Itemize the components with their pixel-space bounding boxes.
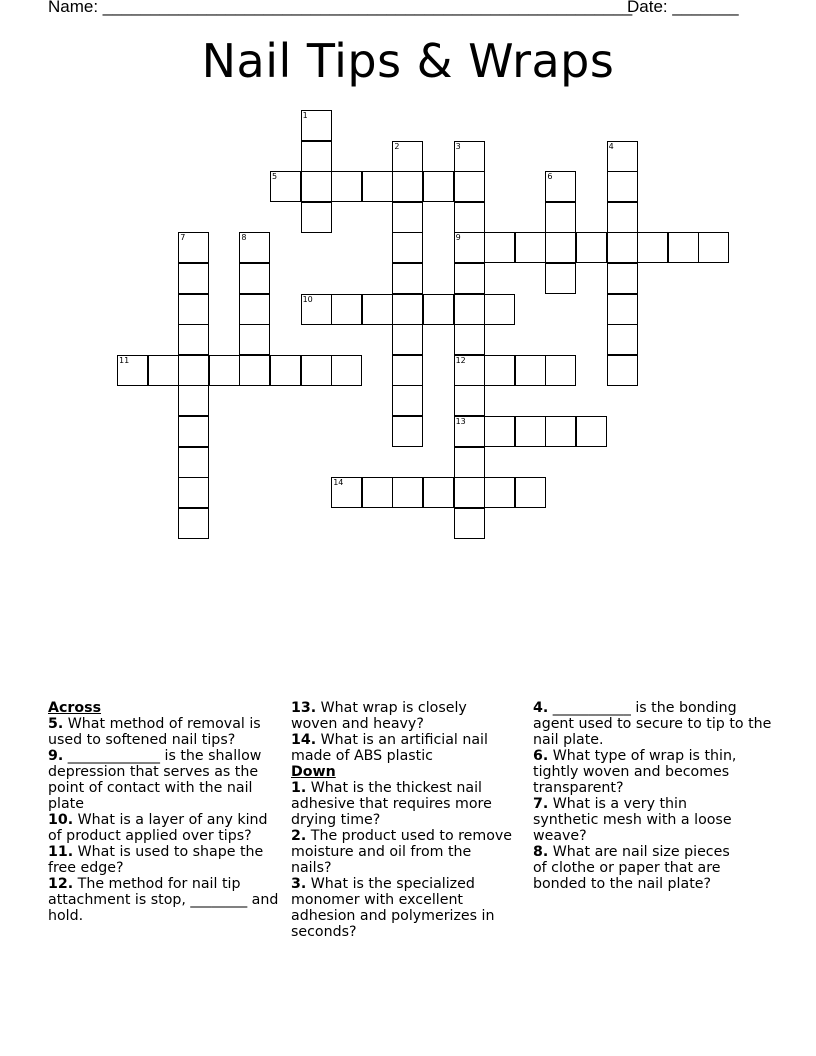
cell-number: 5 (272, 172, 278, 182)
crossword-cell[interactable] (392, 141, 423, 172)
crossword-cell[interactable] (607, 324, 638, 355)
crossword-cell[interactable] (178, 447, 209, 478)
crossword-cell[interactable] (454, 232, 485, 263)
cell-number: 11 (119, 355, 130, 365)
across-heading: Across (48, 700, 102, 716)
clue-down-6: 6. What type of wrap is thin, tightly woven and becomes transparent? (533, 748, 737, 796)
cell-number: 7 (180, 233, 186, 243)
crossword-cell[interactable] (392, 416, 423, 447)
crossword-cell[interactable] (484, 355, 515, 386)
cell-number: 3 (455, 141, 461, 151)
crossword-cell[interactable] (454, 171, 485, 202)
crossword-cell[interactable] (515, 355, 546, 386)
crossword-cell[interactable] (239, 232, 270, 263)
crossword-cell[interactable] (484, 477, 515, 508)
crossword-cell[interactable] (270, 355, 301, 386)
crossword-cell[interactable] (178, 416, 209, 447)
crossword-cell[interactable] (454, 416, 485, 447)
crossword-cell[interactable] (392, 477, 423, 508)
crossword-cell[interactable] (454, 263, 485, 294)
crossword-cell[interactable] (515, 232, 546, 263)
clue-down-8: 8. What are nail size pieces of clothe or paper that are bonded to the nail plate? (533, 844, 730, 892)
crossword-cell[interactable] (607, 141, 638, 172)
clue-across-13: 13. What wrap is closely woven and heavy? (291, 700, 467, 732)
crossword-cell[interactable] (392, 324, 423, 355)
crossword-cell[interactable] (117, 355, 148, 386)
crossword-cell[interactable] (484, 294, 515, 325)
crossword-cell[interactable] (239, 294, 270, 325)
down-heading: Down (291, 764, 336, 780)
clue-down-4: 4. ___________ is the bonding agent used to secure to tip to the nail plate. (533, 700, 772, 748)
crossword-cell[interactable] (392, 263, 423, 294)
crossword-cell[interactable] (301, 110, 332, 141)
clue-across-11: 11. What is used to shape the free edge? (48, 844, 264, 876)
crossword-cell[interactable] (362, 477, 393, 508)
crossword-cell[interactable] (178, 324, 209, 355)
crossword-cell[interactable] (392, 294, 423, 325)
crossword-cell[interactable] (178, 294, 209, 325)
crossword-cell[interactable] (607, 171, 638, 202)
cell-number: 9 (455, 233, 461, 243)
crossword-cell[interactable] (454, 385, 485, 416)
crossword-cell[interactable] (301, 141, 332, 172)
cell-number: 10 (302, 294, 313, 304)
crossword-cell[interactable] (301, 355, 332, 386)
clue-down-3: 3. What is the specialized monomer with excellent adhesion and polymerizes in seconds? (291, 876, 495, 940)
crossword-cell[interactable] (607, 232, 638, 263)
date-field-label[interactable]: Date: _______ (627, 0, 739, 16)
clues-column-2 (291, 700, 513, 940)
crossword-cell[interactable] (270, 171, 301, 202)
crossword-cell[interactable] (392, 355, 423, 386)
clues-column-3 (533, 700, 773, 892)
crossword-cell[interactable] (178, 263, 209, 294)
crossword-cell[interactable] (545, 171, 576, 202)
crossword-cell[interactable] (423, 171, 454, 202)
crossword-cell[interactable] (576, 232, 607, 263)
crossword-cell[interactable] (607, 294, 638, 325)
crossword-cell[interactable] (392, 171, 423, 202)
crossword-cell[interactable] (392, 232, 423, 263)
crossword-cell[interactable] (239, 324, 270, 355)
crossword-cell[interactable] (178, 477, 209, 508)
crossword-cell[interactable] (392, 202, 423, 233)
crossword-cell[interactable] (423, 477, 454, 508)
crossword-cell[interactable] (209, 355, 240, 386)
clues-column-1 (48, 700, 284, 924)
crossword-cell[interactable] (331, 294, 362, 325)
crossword-cell[interactable] (178, 232, 209, 263)
crossword-cell[interactable] (454, 477, 485, 508)
cell-number: 14 (333, 478, 344, 488)
crossword-cell[interactable] (392, 385, 423, 416)
crossword-cell[interactable] (362, 294, 393, 325)
crossword-cell[interactable] (607, 355, 638, 386)
crossword-cell[interactable] (331, 477, 362, 508)
name-field-label[interactable]: Name: ________________________________________________________ (48, 0, 633, 16)
crossword-cell[interactable] (545, 202, 576, 233)
crossword-cell[interactable] (454, 447, 485, 478)
crossword-cell[interactable] (515, 477, 546, 508)
crossword-cell[interactable] (301, 171, 332, 202)
clue-across-14: 14. What is an artificial nail made of ABS plastic (291, 732, 488, 764)
crossword-cell[interactable] (178, 508, 209, 539)
crossword-cell[interactable] (178, 355, 209, 386)
clue-down-2: 2. The product used to remove moisture and oil from the nails? (291, 828, 513, 876)
crossword-cell[interactable] (576, 416, 607, 447)
clue-across-5: 5. What method of removal is used to softened nail tips? (48, 716, 261, 748)
crossword-cell[interactable] (484, 232, 515, 263)
clue-across-10: 10. What is a layer of any kind of product applied over tips? (48, 812, 268, 844)
crossword-cell[interactable] (545, 263, 576, 294)
crossword-cell[interactable] (331, 355, 362, 386)
cell-number: 1 (302, 111, 308, 120)
clue-across-12: 12. The method for nail tip attachment is stop, ________ and hold. (48, 876, 279, 924)
crossword-cell[interactable] (178, 385, 209, 416)
crossword-cell[interactable] (637, 232, 668, 263)
crossword-cell[interactable] (301, 294, 332, 325)
crossword-cell[interactable] (545, 355, 576, 386)
page-title: Nail Tips & Wraps (201, 34, 615, 88)
cell-number: 13 (455, 417, 466, 426)
crossword-cell[interactable] (607, 263, 638, 294)
crossword-cell[interactable] (698, 232, 729, 263)
clue-across-9: 9. _____________ is the shallow depression that serves as the point of contact with the nail plate (48, 748, 262, 812)
crossword-cell[interactable] (607, 202, 638, 233)
crossword-cell[interactable] (545, 232, 576, 263)
crossword-cell[interactable] (423, 294, 454, 325)
crossword-cell[interactable] (454, 141, 485, 172)
crossword-cell[interactable] (331, 171, 362, 202)
crossword-cell[interactable] (668, 232, 699, 263)
crossword-cell[interactable] (454, 294, 485, 325)
crossword-cell[interactable] (239, 355, 270, 386)
cell-number: 2 (394, 141, 400, 151)
crossword-cell[interactable] (454, 202, 485, 233)
clue-down-7: 7. What is a very thin synthetic mesh with a loose weave? (533, 796, 732, 844)
crossword-cell[interactable] (454, 324, 485, 355)
clue-down-1: 1. What is the thickest nail adhesive that requires more drying time? (291, 780, 492, 828)
crossword-cell[interactable] (454, 508, 485, 539)
cell-number: 12 (455, 355, 466, 365)
crossword-cell[interactable] (301, 202, 332, 233)
cell-number: 8 (241, 233, 247, 243)
crossword-cell[interactable] (454, 355, 485, 386)
cell-number: 6 (547, 172, 553, 182)
crossword-cell[interactable] (484, 416, 515, 447)
cell-number: 4 (608, 141, 614, 151)
crossword-cell[interactable] (362, 171, 393, 202)
crossword-cell[interactable] (239, 263, 270, 294)
crossword-cell[interactable] (148, 355, 179, 386)
crossword-cell[interactable] (515, 416, 546, 447)
crossword-cell[interactable] (545, 416, 576, 447)
